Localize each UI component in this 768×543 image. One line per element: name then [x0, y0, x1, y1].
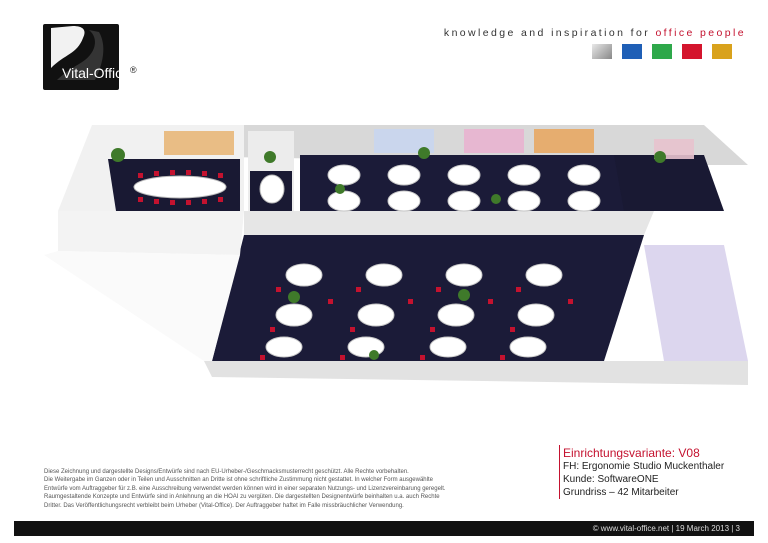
plan-left-lower-room [58, 211, 244, 255]
plan-right-lower-room [644, 245, 748, 361]
tagline-prefix: knowledge and inspiration for [443, 27, 656, 39]
logo-text: Vital-Office [62, 65, 130, 81]
swatch-green [652, 44, 672, 59]
disclaimer-line: Die Weitergabe im Ganzen oder in Teilen und Ausschnitten an Dritte ist ohne schriftliche Zustimmung nicht gestattet. In welcher Form ausgewählte [44, 477, 433, 484]
copyright-disclaimer [44, 468, 534, 510]
swatch-blue [622, 44, 642, 59]
disclaimer-line: Entwürfe vom Auftraggeber für z.B. eine Ausschreibung verwendet werden können wird in einer separaten Nutzungs- und Lizenzvereinbarung geregelt. [44, 485, 446, 492]
disclaimer-line: Raumgestaltende Konzepte und Entwürfe sind in Anlehnung an die HOAI zu vergüten. Die dargestellten Designentwürfe beinhalten u.a. auch Rechte [44, 494, 440, 501]
project-info [563, 446, 724, 499]
plan-meeting-table [134, 176, 226, 198]
disclaimer-line: Dritter. Das Veröffentlichungsrecht verbleibt beim Urheber (Vital-Office). Der Auftraggeber haftet im Falle missbräuchlicher Verwendung. [44, 502, 404, 509]
plan-front-wall [204, 361, 748, 385]
info-divider [559, 445, 560, 499]
registered-mark: ® [129, 65, 137, 75]
disclaimer-line: Diese Zeichnung und dargestellte Designs/Entwürfe sind nach EU-Urheber-/Geschmacksmusterrecht geschützt. Alle Rechte vorbehalten. [44, 469, 409, 475]
tagline [444, 27, 746, 39]
color-swatches [592, 44, 732, 59]
footer-text: © www.vital-office.net | 19 March 2013 | 3 [592, 524, 740, 533]
floor-plan-rendering [44, 115, 748, 385]
variant-title: Einrichtungsvariante: V08 [563, 446, 700, 460]
client-line: Kunde: SoftwareONE [563, 474, 659, 485]
fh-line: FH: Ergonomie Studio Muckenthaler [563, 461, 725, 472]
swatch-grey [592, 44, 612, 59]
tagline-accent: office people [655, 27, 746, 39]
swatch-yellow [712, 44, 732, 59]
footer-bar [14, 521, 754, 536]
swatch-red [682, 44, 702, 59]
plan-line: Grundriss – 42 Mitarbeiter [563, 487, 679, 498]
logo-wordmark [62, 65, 137, 81]
